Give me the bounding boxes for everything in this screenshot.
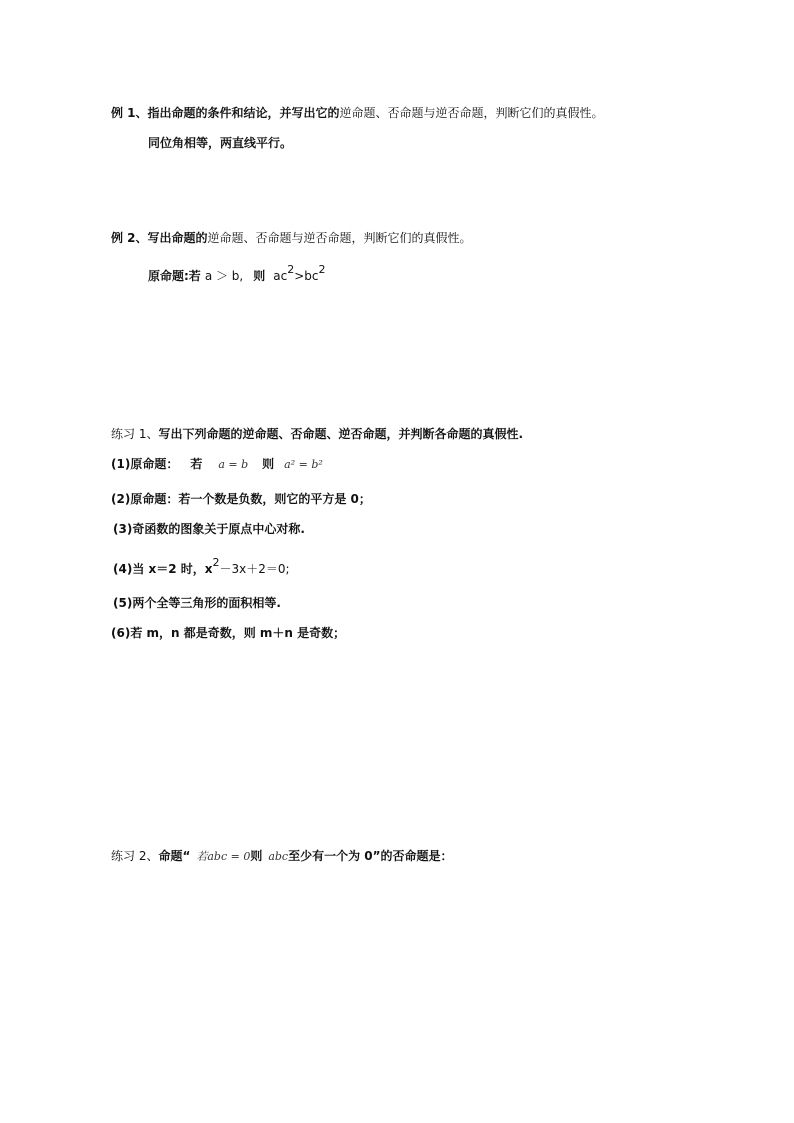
practice-1-item-3: (3)奇函数的图象关于原点中心对称. [113, 522, 305, 536]
orig-condition: a ＞ b, [204, 269, 244, 283]
orig-conclusion-left: ac [273, 269, 288, 283]
practice-2-line [111, 848, 453, 865]
example-1-line [111, 105, 604, 121]
item-1-conclusion-math: a² = b² [284, 458, 323, 471]
example-2-original-proposition [148, 263, 326, 285]
example-1-bold-text: 指出命题的条件和结论，并写出它的 [147, 106, 340, 120]
practice-2-math-1: abc = 0 [207, 850, 251, 863]
item-1-if: 若 [190, 457, 203, 471]
practice-1-item-5: (5)两个全等三角形的面积相等. [113, 596, 281, 610]
orig-then: 则 [253, 269, 266, 283]
example-2-line [111, 230, 472, 246]
item-4-exponent: 2 [212, 556, 220, 569]
orig-exponent-2: 2 [318, 263, 326, 276]
practice-1-item-4 [113, 556, 290, 578]
practice-2-text-a: 命题“ [158, 849, 191, 863]
practice-1-item-2: (2)原命题：若一个数是负数，则它的平方是 0； [111, 492, 371, 506]
example-2-prefix: 例 2、 [111, 231, 148, 245]
practice-1-item-6: (6)若 m，n 都是奇数，则 m＋n 是奇数； [111, 626, 346, 640]
practice-2-then: 则 [250, 849, 263, 863]
item-4-pre: (4)当 x＝2 时，x [113, 562, 213, 576]
orig-gt-sign: > [294, 269, 305, 283]
practice-2-math-2: abc [268, 850, 289, 863]
orig-exponent-1: 2 [287, 263, 295, 276]
item-1-then: 则 [262, 457, 275, 471]
practice-2-prefix: 练习 2、 [111, 849, 159, 863]
example-2-rest-text: 逆命题、否命题与逆否命题，判断它们的真假性。 [207, 231, 472, 245]
item-1-condition-math: a = b [218, 458, 249, 471]
item-1-label: (1)原命题： [111, 457, 179, 471]
practice-1-line [111, 426, 523, 442]
practice-1-prefix: 练习 1、 [111, 427, 159, 441]
practice-1-text: 写出下列命题的逆命题、否命题、逆否命题，并判断各命题的真假性. [158, 427, 524, 441]
practice-2-if: 若 [196, 850, 208, 863]
item-4-post: －3x＋2＝0; [219, 562, 290, 576]
practice-1-item-1 [111, 456, 323, 473]
example-1-prefix: 例 1、 [111, 106, 148, 120]
example-1-proposition: 同位角相等，两直线平行。 [148, 136, 293, 150]
practice-2-text-b: 至少有一个为 0”的否命题是： [288, 849, 453, 863]
orig-label: 原命题:若 [148, 269, 201, 283]
example-1-rest-text: 逆命题、否命题与逆否命题，判断它们的真假性。 [339, 106, 604, 120]
orig-conclusion-right: bc [304, 269, 319, 283]
example-2-bold-text: 写出命题的 [147, 231, 208, 245]
